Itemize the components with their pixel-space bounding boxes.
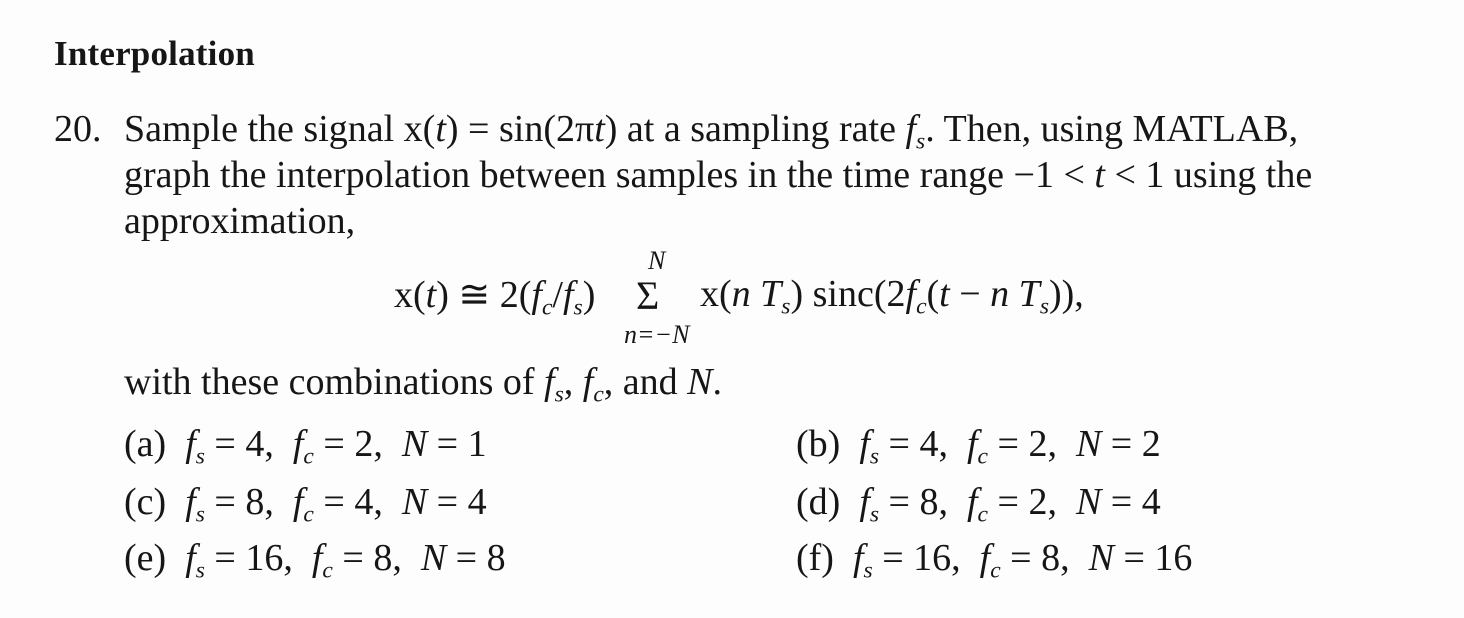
option-n: 4 — [1141, 481, 1161, 523]
problem-statement — [124, 106, 1434, 244]
combinations-text: with these combinations of $f_s$, $f_c$, and N. — [124, 361, 723, 408]
option-fs: 16 — [913, 537, 952, 579]
option-label: (c) — [124, 481, 167, 523]
option-fs: 4 — [919, 423, 939, 465]
problem-line-3: approximation, — [124, 200, 356, 242]
problem-line-1: Sample the signal x(t) = sin(2πt) at a sampling rate $f_s$. Then, using MATLAB, — [124, 108, 1299, 155]
option-fc: 2 — [1028, 423, 1048, 465]
sum-lower-limit: n=−N — [624, 320, 690, 349]
option-fs: 16 — [245, 537, 284, 579]
option-n: 1 — [467, 423, 487, 465]
option-d: (d) $f_s = 8$, $f_c = 2$, N = 4 — [796, 481, 1161, 528]
option-n: 8 — [486, 537, 506, 579]
option-label: (b) — [796, 423, 841, 465]
option-fc: 2 — [1028, 481, 1048, 523]
option-n: 16 — [1154, 537, 1193, 579]
option-label: (e) — [124, 537, 167, 579]
option-n: 2 — [1141, 423, 1161, 465]
option-c: (c) $f_s = 8$, $f_c = 4$, N = 4 — [124, 481, 487, 528]
sigma-symbol: Σ — [636, 273, 660, 318]
option-b: (b) $f_s = 4$, $f_c = 2$, N = 2 — [796, 423, 1161, 470]
option-fs: 4 — [245, 423, 265, 465]
option-fc: 8 — [1041, 537, 1061, 579]
option-fs: 8 — [919, 481, 939, 523]
equation-rhs: x(n $T_s$) $\sin c(2f_c(t - n$ $T_s$)), — [700, 273, 1084, 320]
option-n: 4 — [467, 481, 487, 523]
problem-number: 20. — [54, 108, 102, 150]
option-label: (f) — [796, 537, 834, 579]
problem-line-2: graph the interpolation between samples in the time range −1 < t < 1 using the — [124, 154, 1313, 196]
option-label: (a) — [124, 423, 167, 465]
option-fc: 2 — [354, 423, 374, 465]
option-f: (f) $f_s = 16$, $f_c = 8$, N = 16 — [796, 537, 1193, 584]
section-title: Interpolation — [54, 34, 255, 73]
option-label: (d) — [796, 481, 841, 523]
option-e: (e) $f_s = 16$, $f_c = 8$, N = 8 — [124, 537, 506, 584]
option-fs: 8 — [245, 481, 265, 523]
option-fc: 4 — [354, 481, 374, 523]
sum-upper-limit: N — [648, 246, 666, 275]
option-fc: 8 — [373, 537, 393, 579]
equation-lhs: x(t) ≅ $2(f_c/f_s)$ — [394, 274, 596, 321]
option-a: (a) $f_s = 4$, $f_c = 2$, N = 1 — [124, 423, 487, 470]
